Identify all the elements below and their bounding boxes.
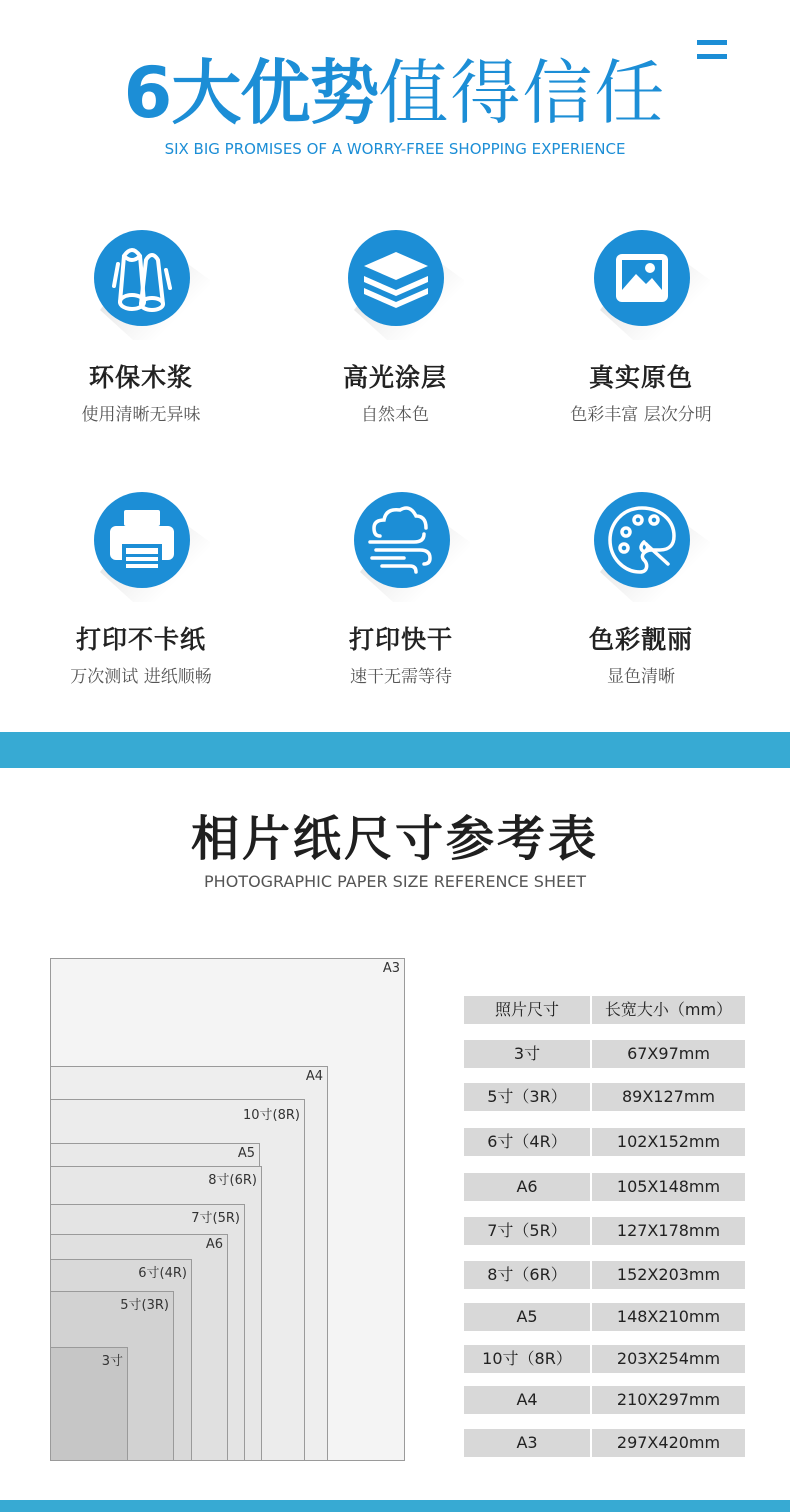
table-row (464, 1386, 745, 1414)
feature-card-pulp (16, 230, 266, 425)
table-cell-name: A5 (464, 1303, 590, 1331)
table-cell-dimensions: 203X254mm (592, 1345, 745, 1373)
table-cell-dimensions: 297X420mm (592, 1429, 745, 1457)
size-section-subtitle: PHOTOGRAPHIC PAPER SIZE REFERENCE SHEET (204, 872, 586, 891)
section-divider (0, 732, 790, 768)
table-cell-dimensions: 89X127mm (592, 1083, 745, 1111)
paper-label: A6 (205, 1237, 223, 1252)
feature-desc: 速干无需等待 (350, 667, 452, 687)
hero-subtitle: SIX BIG PROMISES OF A WORRY-FREE SHOPPING EXPERIENCE (164, 140, 626, 158)
pulp-rolls-icon (94, 230, 190, 326)
feature-title: 真实原色 (588, 363, 693, 392)
feature-card-vivid (516, 492, 766, 687)
table-row (464, 1303, 745, 1331)
table-header-cell: 照片尺寸 (464, 996, 590, 1024)
table-cell-dimensions: 67X97mm (592, 1040, 745, 1068)
feature-card-coating (270, 230, 520, 425)
feature-desc: 万次测试 进纸顺畅 (70, 667, 212, 687)
feature-card-color (516, 230, 766, 425)
paper-3in (50, 1347, 128, 1461)
paper-label: 7寸(5R) (191, 1211, 240, 1226)
menu-icon[interactable] (697, 40, 727, 62)
paper-label: 3寸 (101, 1354, 123, 1369)
hero-title (0, 52, 790, 134)
table-cell-dimensions: 127X178mm (592, 1217, 745, 1245)
image-icon (594, 230, 690, 326)
paper-label: 5寸(3R) (120, 1298, 169, 1313)
table-row (464, 1345, 745, 1373)
table-cell-name: 6寸（4R） (464, 1128, 590, 1156)
paper-label: 10寸(8R) (243, 1108, 300, 1123)
feature-title: 打印不卡纸 (75, 625, 206, 654)
feature-card-no-jam (16, 492, 266, 687)
table-row (464, 1128, 745, 1156)
layers-icon (348, 230, 444, 326)
feature-desc: 色彩丰富 层次分明 (570, 405, 712, 425)
table-row (464, 1173, 745, 1201)
table-cell-dimensions: 102X152mm (592, 1128, 745, 1156)
table-cell-name: 5寸（3R） (464, 1083, 590, 1111)
table-cell-name: 10寸（8R） (464, 1345, 590, 1373)
table-cell-dimensions: 105X148mm (592, 1173, 745, 1201)
feature-title: 色彩靓丽 (588, 625, 693, 654)
table-cell-name: 8寸（6R） (464, 1261, 590, 1289)
paper-label: 8寸(6R) (208, 1173, 257, 1188)
table-cell-name: 7寸（5R） (464, 1217, 590, 1245)
table-row (464, 1429, 745, 1457)
feature-desc: 使用清晰无异味 (81, 405, 201, 425)
palette-icon (594, 492, 690, 588)
paper-label: A3 (382, 961, 400, 976)
paper-label: A4 (305, 1069, 323, 1084)
paper-label: 6寸(4R) (138, 1266, 187, 1281)
table-cell-dimensions: 148X210mm (592, 1303, 745, 1331)
table-cell-name: A3 (464, 1429, 590, 1457)
table-cell-name: A4 (464, 1386, 590, 1414)
feature-desc: 显色清晰 (607, 667, 675, 687)
table-header-row (464, 996, 745, 1024)
feature-title: 环保木浆 (88, 363, 193, 392)
table-header-cell: 长宽大小（mm） (592, 996, 745, 1024)
bottom-band (0, 1500, 790, 1512)
table-cell-name: A6 (464, 1173, 590, 1201)
feature-card-quick-dry (276, 492, 526, 687)
feature-title: 高光涂层 (342, 363, 447, 392)
paper-label: A5 (237, 1146, 255, 1161)
hero-title-bold: 6大优势 (123, 52, 379, 134)
table-row (464, 1261, 745, 1289)
table-cell-dimensions: 210X297mm (592, 1386, 745, 1414)
wind-cloud-icon (354, 492, 450, 588)
table-row (464, 1217, 745, 1245)
printer-icon (94, 492, 190, 588)
table-row (464, 1040, 745, 1068)
feature-title: 打印快干 (348, 625, 453, 654)
hero-title-light: 值得信任 (378, 52, 667, 134)
table-cell-name: 3寸 (464, 1040, 590, 1068)
size-section-title: 相片纸尺寸参考表 (190, 811, 599, 867)
feature-desc: 自然本色 (361, 405, 429, 425)
table-cell-dimensions: 152X203mm (592, 1261, 745, 1289)
table-row (464, 1083, 745, 1111)
